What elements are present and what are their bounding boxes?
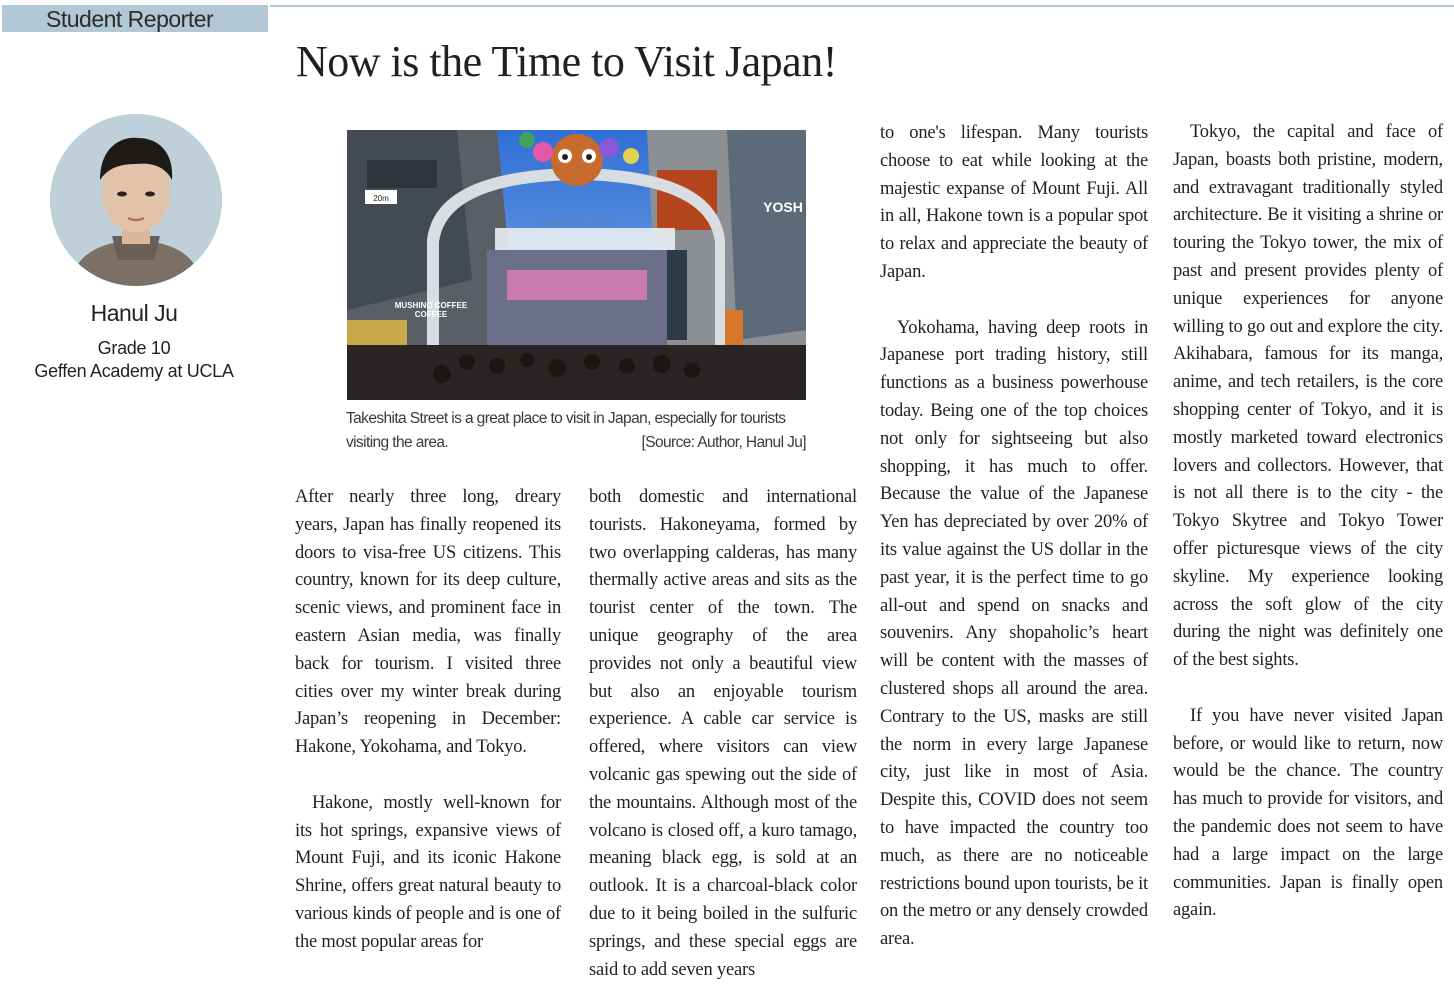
author-school: Geffen Academy at UCLA bbox=[34, 361, 234, 381]
body-column-3 bbox=[880, 120, 1148, 954]
paragraph-hakone: Hakone, mostly well-known for its hot springs, expansive views of Mount Fuji, and its iconic Hakone Shrine, offers great natural beauty to various kinds of people and is one of the most popular areas for bbox=[295, 792, 561, 952]
author-name: Hanul Ju bbox=[90, 300, 178, 326]
photo-sign-shop: YOSH bbox=[763, 199, 803, 215]
top-rule bbox=[270, 5, 1454, 7]
photo-sign-cafe: MUSHINO COFFEE bbox=[394, 301, 468, 310]
takeshita-street-photo bbox=[347, 130, 806, 400]
paragraph-intro: After nearly three long, dreary years, Japan has finally reopened its doors to visa-free US citizens. This country, known for its deep culture, scenic views, and prominent face in eastern Asian media, was finally back for tourism. I visited three cities over my winter break during Japan’s reopening in December: Hakone, Yokohama, and Tokyo. bbox=[295, 487, 561, 758]
paragraph-hakone-cont: both domestic and international tourists. Hakoneyama, formed by two overlapping calderas, has many thermally active areas and sits as the tourist center of the town. The unique geography of the area provides not only a beautiful view but also an enjoyable tourism experience. A cable car service is offered, where visitors can view volcanic gas spewing out the side of the mountains. Although most of the volcano is closed off, a kuro tamago, meaning black egg, is sold at an outlook. It is a charcoal-black color due to it being boiled in the sulfuric springs, and these special eggs are said to add seven years bbox=[589, 487, 857, 980]
author-avatar bbox=[50, 114, 222, 286]
body-column-4 bbox=[1173, 119, 1443, 925]
caption-text: Takeshita Street is a great place to visit in Japan, especially for tourists visiting the area. bbox=[346, 410, 786, 451]
section-label: Student Reporter bbox=[2, 5, 268, 32]
photo-sign-cafe-line2: COFFEE bbox=[414, 310, 448, 319]
author-grade: Grade 10 bbox=[97, 338, 171, 358]
body-column-1 bbox=[295, 484, 561, 957]
photo-caption bbox=[346, 407, 806, 455]
paragraph-hakone-end: to one's lifespan. Many tourists choose to eat while looking at the majestic expanse of Mount Fuji. All in all, Hakone town is a popular spot to relax and appreciate the beauty of Japan. bbox=[880, 123, 1148, 282]
paragraph-tokyo: Tokyo, the capital and face of Japan, boasts both pristine, modern, and extravagant traditionally styled architecture. Be it visiting a shrine or touring the Tokyo tower, the mix of past and present provides plenty of unique experiences for anyone willing to go out and explore the city. Akihabara, famous for its manga, anime, and tech retailers, is the core shopping center of Tokyo, and it is mostly marketed toward electronics lovers and collectors. However, that is not all there is to the city - the Tokyo Skytree and Tokyo Tower offer picturesque views of the city skyline. My experience looking across the soft glow of the city during the night was definitely one of the best sights. bbox=[1173, 122, 1443, 671]
body-column-2 bbox=[589, 484, 857, 984]
article-title: Now is the Time to Visit Japan! bbox=[296, 37, 837, 86]
photo-sign-arch: Takeshita Street bbox=[537, 217, 617, 229]
paragraph-yokohama: Yokohama, having deep roots in Japanese port trading history, still functions as a business powerhouse today. Being one of the top choices not only for sightseeing but also shopping, it has much to offer. Because the value of the Japanese Yen has depreciated by over 20% of its value against the US dollar in the past year, it is the perfect time to go all-out and spend on snacks and souvenirs. Any shopaholic’s heart will be content with the masses of clustered shops all around the area. Contrary to the US, masks are still the norm in every large Japanese city, just like in most of Asia. Despite this, COVID does not seem to have impacted the country too much, as there are no noticeable restrictions bound upon tourists, be it on the metro or any densely crowded area. bbox=[880, 317, 1148, 950]
caption-source: [Source: Author, Hanul Ju] bbox=[641, 434, 806, 451]
paragraph-conclusion: If you have never visited Japan before, or would like to return, now would be the chance. The country has much to provide for visitors, and the pandemic does not seem to have had a large impact on the large communities. Japan is finally open again. bbox=[1173, 705, 1443, 921]
photo-sign-distance: 20m bbox=[373, 194, 389, 203]
